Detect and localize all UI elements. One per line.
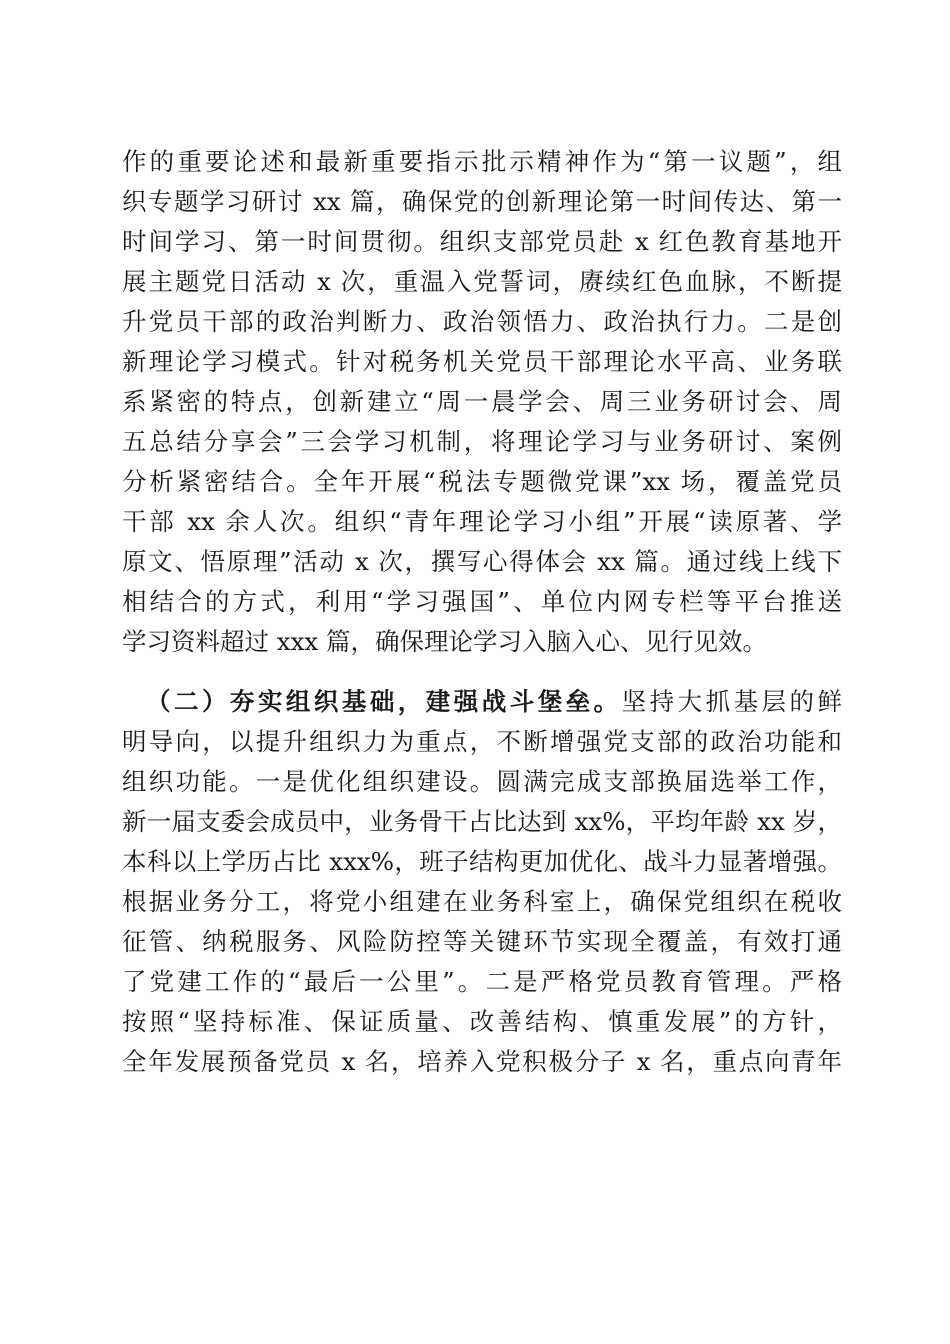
paragraph-line: 五总结分享会”三会学习机制，将理论学习与业务研讨、案例 <box>122 427 842 456</box>
paragraph-line: 征管、纳税服务、风险防控等关键环节实现全覆盖，有效打通 <box>122 927 842 956</box>
paragraph-line: 原文、悟原理”活动 x 次，撰写心得体会 xx 篇。通过线上线下 <box>122 547 842 576</box>
paragraph-line: 干部 xx 余人次。组织“青年理论学习小组”开展“读原著、学 <box>122 507 842 536</box>
paragraph-line: 明导向，以提升组织力为重点，不断增强党支部的政治功能和 <box>122 727 842 756</box>
paragraph-line: 分析紧密结合。全年开展“税法专题微党课”xx 场，覆盖党员 <box>122 467 842 496</box>
paragraph-line: 相结合的方式，利用“学习强国”、单位内网专栏等平台推送 <box>122 587 842 616</box>
paragraph-line: 系紧密的特点，创新建立“周一晨学会、周三业务研讨会、周 <box>122 387 842 416</box>
paragraph-line: 了党建工作的“最后一公里”。二是严格党员教育管理。严格 <box>122 967 842 996</box>
paragraph-line: 学习资料超过 xxx 篇，确保理论学习入脑入心、见行见效。 <box>122 627 768 656</box>
paragraph-line: 时间学习、第一时间贯彻。组织支部党员赴 x 红色教育基地开 <box>122 227 842 256</box>
paragraph-line: 全年发展预备党员 x 名，培养入党积极分子 x 名，重点向青年 <box>122 1047 842 1076</box>
paragraph-line: 本科以上学历占比 xxx%，班子结构更加优化、战斗力显著增强。 <box>122 847 842 876</box>
paragraph-line: 组织功能。一是优化组织建设。圆满完成支部换届选举工作， <box>122 767 842 796</box>
section-heading-rest: 坚持大抓基层的鲜 <box>621 687 843 716</box>
paragraph-line: 新理论学习模式。针对税务机关党员干部理论水平高、业务联 <box>122 347 842 376</box>
paragraph-line: 展主题党日活动 x 次，重温入党誓词，赓续红色血脉，不断提 <box>122 267 842 296</box>
paragraph-line: 作的重要论述和最新重要指示批示精神作为“第一议题”，组 <box>122 147 842 176</box>
paragraph-line: 织专题学习研讨 xx 篇，确保党的创新理论第一时间传达、第一 <box>122 187 842 216</box>
paragraph-line: 新一届支委会成员中，业务骨干占比达到 xx%，平均年龄 xx 岁， <box>122 807 842 836</box>
paragraph-line: 升党员干部的政治判断力、政治领悟力、政治执行力。二是创 <box>122 307 842 336</box>
section-heading: （二）夯实组织基础，建强战斗堡垒。 <box>146 687 622 716</box>
section-heading-line <box>146 682 842 722</box>
paragraph-line: 根据业务分工，将党小组建在业务科室上，确保党组织在税收 <box>122 887 842 916</box>
paragraph-line: 按照“坚持标准、保证质量、改善结构、慎重发展”的方针， <box>122 1007 842 1036</box>
